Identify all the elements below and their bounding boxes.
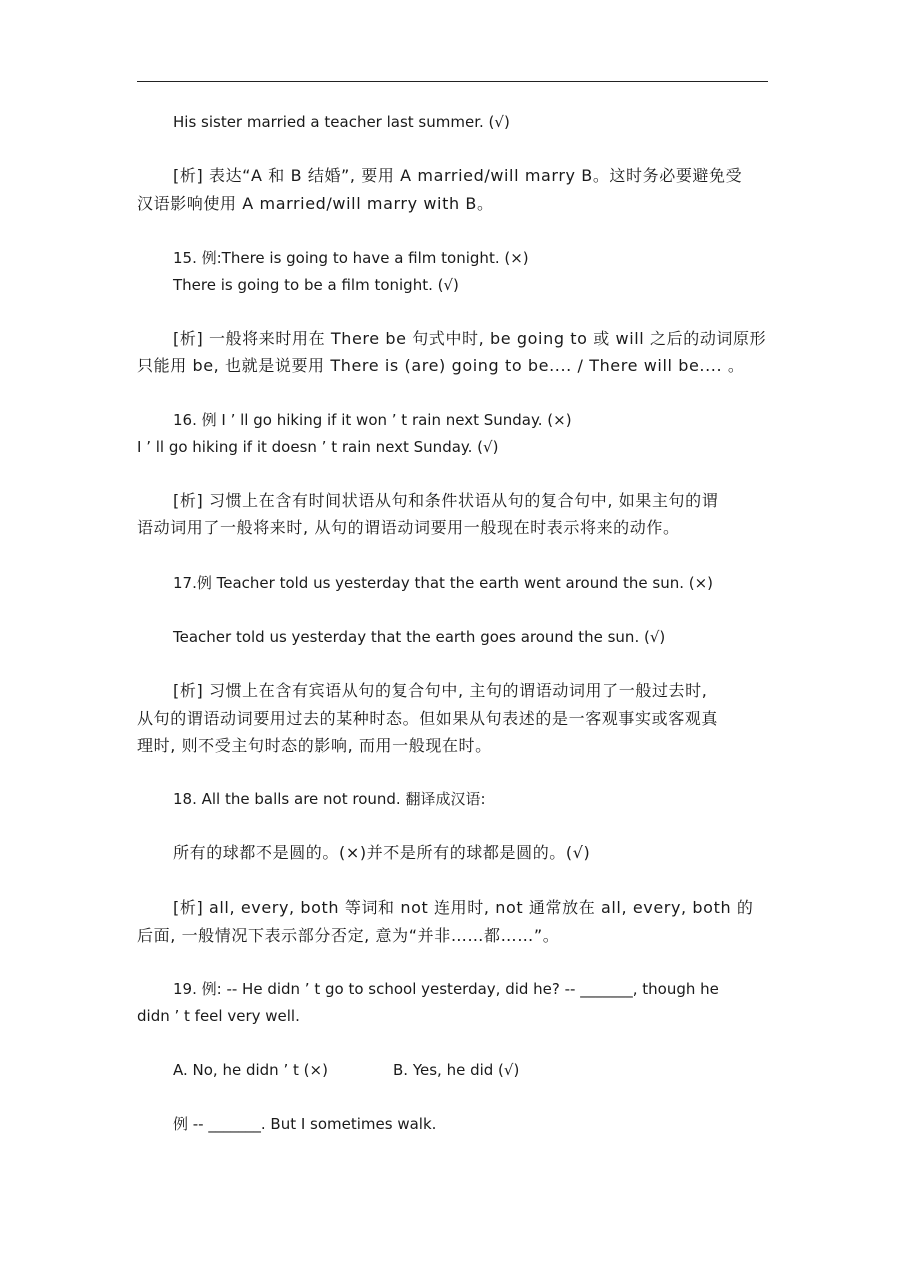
analysis-line: [析] 习惯上在含有时间状语从句和条件状语从句的复合句中, 如果主句的谓 [173, 491, 719, 510]
analysis-line: 理时, 则不受主句时态的影响, 而用一般现在时。 [137, 736, 492, 755]
analysis-line: 汉语影响使用 A married/will marry with B。 [137, 194, 494, 213]
analysis-line: [析] 习惯上在含有宾语从句的复合句中, 主句的谓语动词用了一般过去时, [173, 681, 708, 700]
option-a: A. No, he didn ’ t (×) [173, 1061, 328, 1079]
example-line: 19. 例: -- He didn ’ t go to school yesterday, did he? -- _______, though he [173, 980, 719, 998]
example-line: 例 -- _______. But I sometimes walk. [173, 1115, 437, 1133]
header-rule [137, 81, 768, 82]
example-line: 15. 例:There is going to have a film tonight. (×) [173, 249, 529, 267]
analysis-line: [析] 一般将来时用在 There be 句式中时, be going to 或 will 之后的动词原形 [173, 329, 767, 348]
analysis-line: [析] 表达“A 和 B 结婚”, 要用 A married/will marry B。这时务必要避免受 [173, 166, 743, 185]
example-line: There is going to be a film tonight. (√) [173, 276, 459, 294]
example-line: Teacher told us yesterday that the earth goes around the sun. (√) [173, 628, 666, 646]
analysis-line: [析] all, every, both 等词和 not 连用时, not 通常放在 all, every, both 的 [173, 898, 754, 917]
example-line: 17.例 Teacher told us yesterday that the earth went around the sun. (×) [173, 574, 714, 592]
analysis-line: 从句的谓语动词要用过去的某种时态。但如果从句表述的是一客观事实或客观真 [137, 709, 719, 728]
example-line: 16. 例 I ’ ll go hiking if it won ’ t rain next Sunday. (×) [173, 411, 572, 429]
analysis-line: 只能用 be, 也就是说要用 There is (are) going to be.... / There will be.... 。 [137, 356, 745, 375]
analysis-line: 后面, 一般情况下表示部分否定, 意为“并非……都……”。 [137, 926, 560, 945]
example-line: I ’ ll go hiking if it doesn ’ t rain next Sunday. (√) [137, 438, 499, 456]
example-line: 所有的球都不是圆的。(×)并不是所有的球都是圆的。(√) [173, 843, 591, 862]
example-line: His sister married a teacher last summer. (√) [173, 113, 510, 131]
example-line: didn ’ t feel very well. [137, 1007, 300, 1025]
example-line: 18. All the balls are not round. 翻译成汉语: [173, 790, 486, 808]
option-b: B. Yes, he did (√) [393, 1061, 520, 1079]
analysis-line: 语动词用了一般将来时, 从句的谓语动词要用一般现在时表示将来的动作。 [137, 518, 680, 537]
